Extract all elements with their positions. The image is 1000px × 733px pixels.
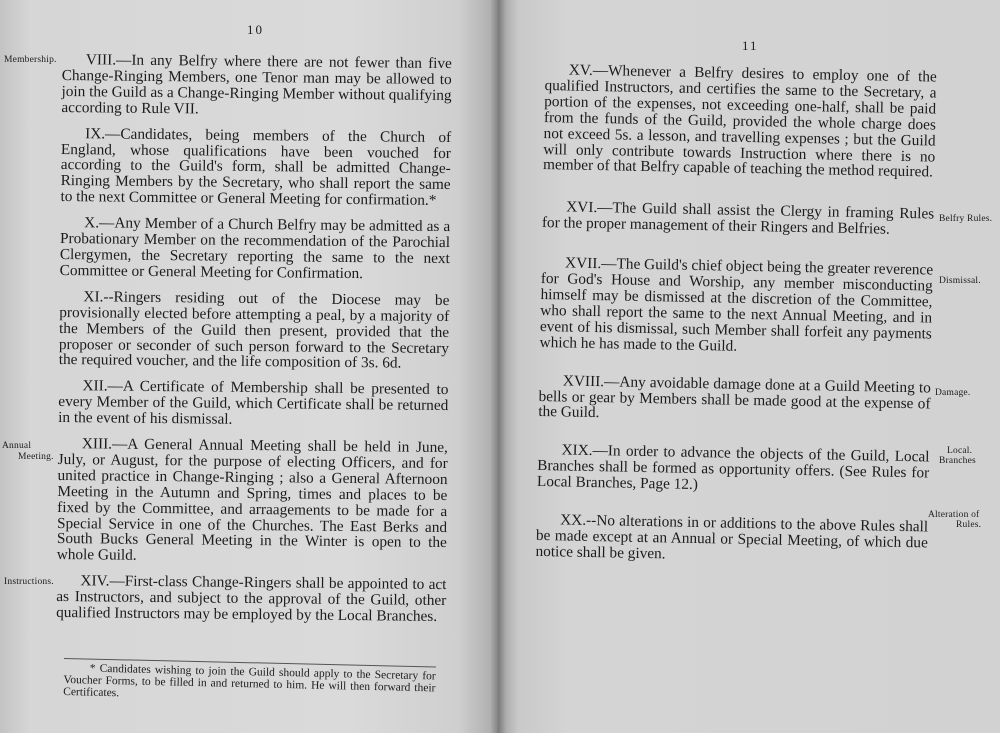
margin-note-rules: Rules.	[956, 520, 982, 530]
book-gutter	[490, 0, 506, 733]
footnote: * Candidates wishing to join the Guild should apply to the Secretary for Voucher Forms, to be filled in and returned to him. He will then forward their Certificates.	[63, 658, 436, 706]
rule-xix: XIX.—In order to advance the objects of the Guild, Local Branches shall be formed as opportunity offers. (See Rules for Local Branches, Page 12.)	[536, 441, 930, 494]
rule-xvii: XVII.—The Guild's chief object being the greater reverence for God's House and Worship, any member misconducting himself may be dismissed at the discretion of the Committee, who shall report the same to the next Annual Meeting, and in event of his dismissal, such Member shall forfeit any payments which he has made to the Guild.	[539, 254, 934, 355]
margin-note-alteration: Alteration of	[928, 510, 980, 520]
rule-x: X.—Any Member of a Church Belfry may be admitted as a Probationary Member on the recommendation of the Parochial Clergymen, the Secretary reporting the same to the next Committee or General Meeting for Confirmation.	[59, 214, 451, 283]
left-page-body	[56, 52, 452, 635]
rule-viii: VIII.—In any Belfry where there are not fewer than five Change-Ringing Members, one Tenor man may be allowed to join the Guild as a Change-Ringing Member without qualifying according to Rule VII.	[61, 51, 452, 118]
rule-xv: XV.—Whenever a Belfry desires to employ one of the qualified Instructors, and certifies the same to the Secretary, a portion of the expenses, not exceeding one-half, shall be paid from the funds of the Guild, provided the whole charge does not exceed 5s. a lesson, and travelling expenses ; but the Guild will only contribute towards Instruction where there is no member of that Belfry capable of teaching the method required.	[542, 61, 937, 181]
page-number-left: 10	[247, 22, 264, 37]
margin-note-damage: Damage.	[935, 388, 971, 398]
rule-xiii: XIII.—A General Annual Meeting shall be held in June, July, or August, for the purpose of electing Officers, and for united practice in Change-Ringing ; also a General Afternoon Meeting in the Autumn and Spring, times and places to be fixed by the Committee, and arraagements to be made for a Special Service in one of the Churches. The East Berks and South Bucks General Meeting in the Winter is open to the whole Guild.	[56, 435, 448, 565]
rule-xvi: XVI.—The Guild shall assist the Clergy in framing Rules for the proper management of their Ringers and Belfries.	[541, 198, 935, 238]
left-page	[0, 0, 498, 733]
margin-note-local: Local.	[947, 446, 973, 456]
rule-xx: XX.--No alterations in or additions to the above Rules shall be made except at an Annual or Special Meeting, of which due notice shall be given.	[535, 511, 929, 563]
margin-note-dismissal: Dismissal.	[939, 276, 981, 286]
margin-note-instructions: Instructions.	[4, 577, 54, 587]
right-page-body	[535, 62, 937, 577]
margin-note-annual: Annual	[2, 441, 32, 451]
margin-note-branches: Branches	[939, 456, 976, 466]
rule-xii: XII.—A Certificate of Membership shall be presented to every Member of the Guild, which Certificate shall be returned in the event of his dismissal.	[58, 377, 449, 428]
margin-note-membership: Membership.	[4, 55, 57, 65]
margin-note-meeting: Meeting.	[18, 452, 54, 462]
rule-xiv: XIV.—First-class Change-Ringers shall be appointed to act as Instructors, and subject to the approval of the Guild, other qualified Instructors may be employed by the Local Branches.	[56, 572, 447, 626]
rule-ix: IX.—Candidates, being members of the Church of England, whose qualifications have been vouched for according to the Guild's form, shall be admitted Change-Ringing Members by the Secretary, who shall report the same to the next Committee or General Meeting for confirmation.*	[60, 124, 452, 210]
right-page	[498, 0, 1000, 733]
page-number-right: 11	[742, 38, 759, 53]
rule-xviii: XVIII.—Any avoidable damage done at a Guild Meeting to bells or gear by Members shall be made good at the expense of the Guild.	[538, 371, 931, 422]
margin-note-belfry-rules: Belfry Rules.	[939, 214, 993, 224]
rule-xi: XI.--Ringers residing out of the Diocese may be provisionally elected before attempting a peal, by a majority of the Members of the Guild then present, provided that the proposer or seconder of such person forward to the Secretary the required voucher, and the life composition of 3s. 6d.	[58, 288, 450, 372]
